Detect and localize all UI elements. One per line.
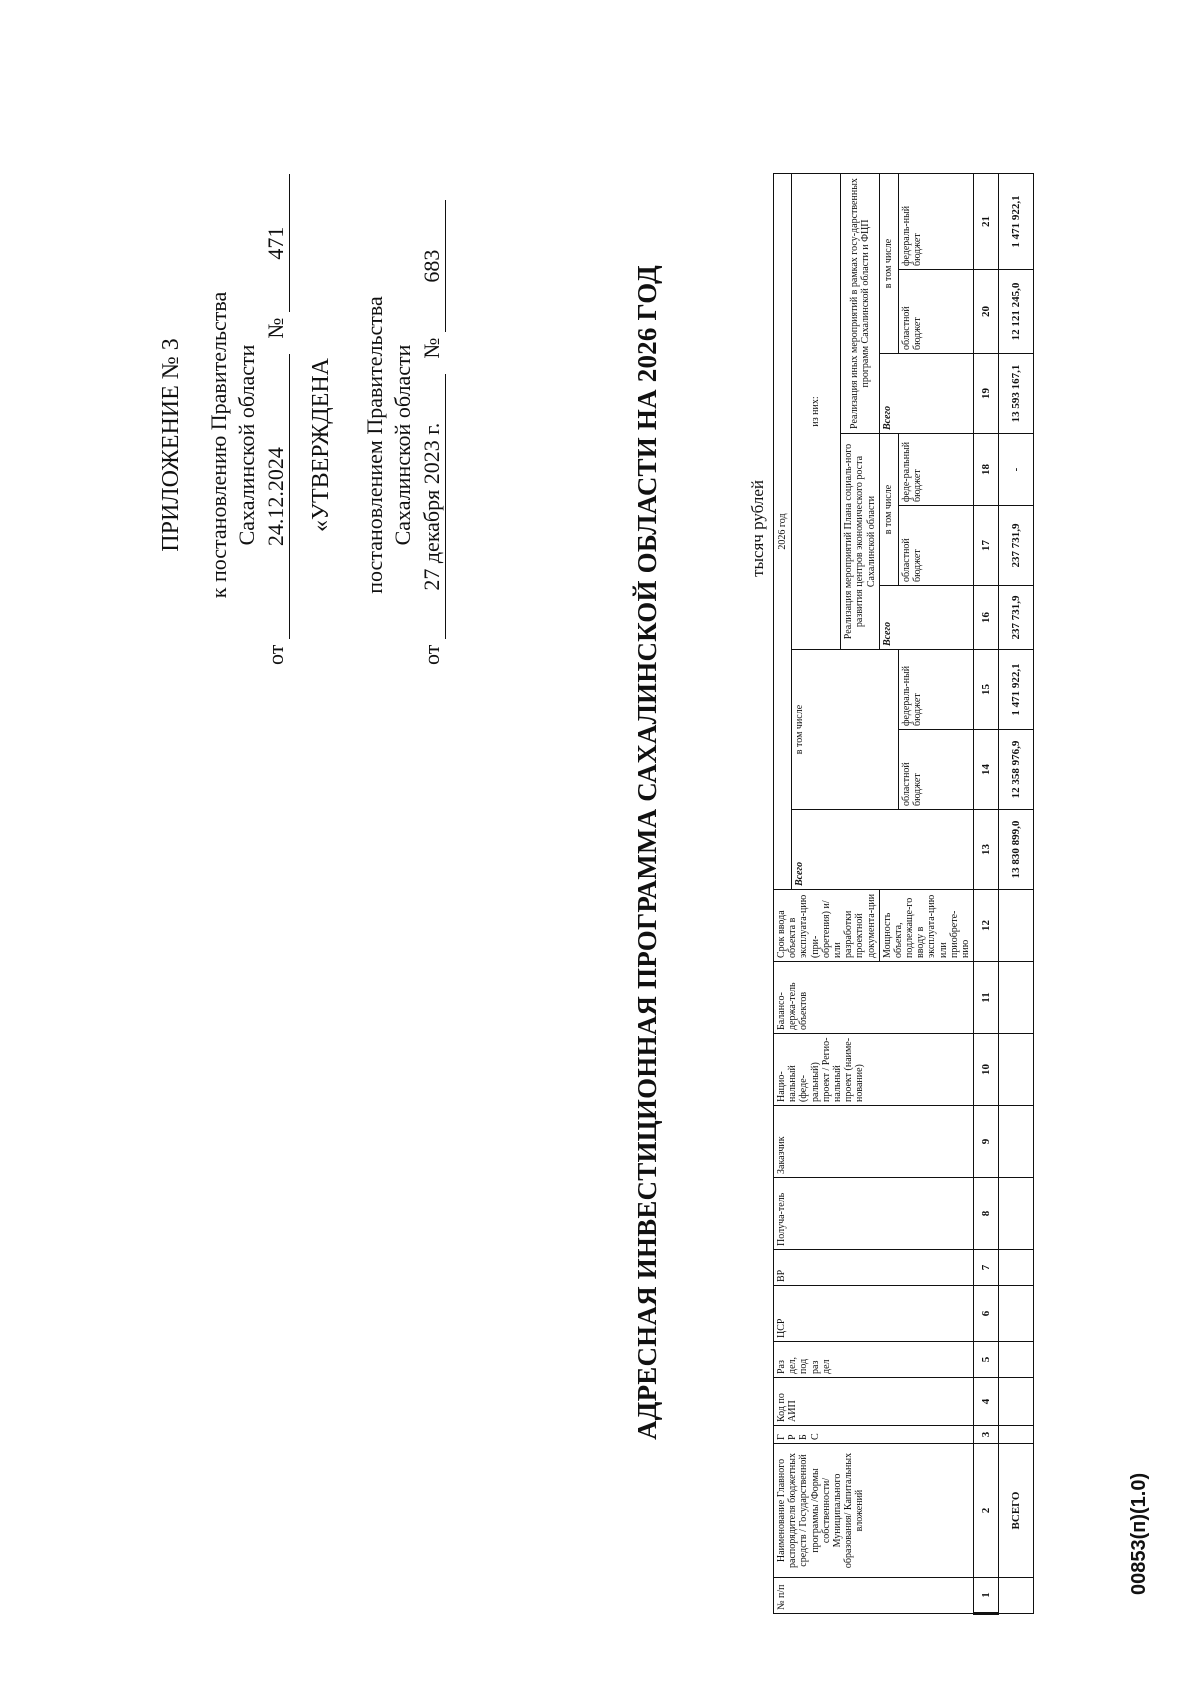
total-cell-empty [999, 1106, 1034, 1178]
header-plan-including: в том числе [879, 434, 899, 586]
total-cell-empty [999, 1286, 1034, 1342]
approved-line-1: постановлением Правительства [362, 296, 387, 594]
header-other: Реализация иных мероприятий в рамках госу-дарственных программ Сахалинской области и ФЦП [841, 174, 880, 434]
header-total: Всего [792, 810, 974, 890]
header-balance-holder: Балансо-держа-тель объектов [774, 962, 974, 1034]
total-c21: 1 471 922,1 [999, 174, 1034, 270]
total-c18: - [999, 434, 1034, 506]
header-regional-budget: областной бюджет [899, 730, 974, 810]
units-label: тысяч рублей [748, 480, 767, 577]
header-term: Срок ввода объекта в эксплуата-цию (при-обретения) и/или разработки проектной документа-ции [774, 890, 880, 962]
total-cell-empty [999, 1034, 1034, 1106]
total-cell-empty [999, 1426, 1034, 1444]
total-row [999, 174, 1034, 1614]
total-cell-empty [999, 890, 1034, 962]
total-c16: 237 731,9 [999, 586, 1034, 650]
col-num: 2 [974, 1444, 999, 1578]
col-num: 17 [974, 506, 999, 586]
header-other-federal: федераль-ный бюджет [899, 174, 974, 270]
total-c15: 1 471 922,1 [999, 650, 1034, 730]
header-other-including: в том числе [879, 174, 899, 354]
resolution-line-1: к постановлению Правительства [206, 291, 231, 599]
investment-program-table [773, 173, 1034, 1615]
header-plan-regional: областной бюджет [899, 506, 974, 586]
resolution-line-2: Сахалинской области [234, 344, 259, 546]
header-national-project: Нацио-нальный (феде-ральный) проект / Регио-нальный проект (наиме-нование) [774, 1034, 974, 1106]
header-of-them: из них: [792, 174, 841, 650]
header-plan: Реализация мероприятий Плана социаль-ного развития центров экономического роста Сахалинской области [841, 434, 880, 650]
col-num: 15 [974, 650, 999, 730]
col-num: 10 [974, 1034, 999, 1106]
col-num: 16 [974, 586, 999, 650]
total-cell-empty [999, 962, 1034, 1034]
col-num: 4 [974, 1378, 999, 1426]
col-num: 18 [974, 434, 999, 506]
header-federal-budget: федераль-ный бюджет [899, 650, 974, 730]
from-label: от [263, 644, 288, 665]
header-name: Наименование Главного распорядителя бюджетных средств / Государственной программы /Формы собственности/ Муниципального образования/ Капитальных вложений [774, 1444, 974, 1578]
col-num: 3 [974, 1426, 999, 1444]
approved-label: «УТВЕРЖДЕНА [308, 357, 334, 533]
total-cell-empty [999, 1250, 1034, 1286]
column-number-row [974, 174, 999, 1614]
total-c20: 12 121 245,0 [999, 270, 1034, 354]
header-plan-federal: феде-ральный бюджет [899, 434, 974, 506]
header-no: № п/п [774, 1578, 974, 1614]
col-num: 11 [974, 962, 999, 1034]
header-including: в том числе [792, 650, 899, 810]
col-num: 14 [974, 730, 999, 810]
col-num: 13 [974, 810, 999, 890]
header-aip-code: Код по АИП [774, 1378, 974, 1426]
header-plan-total: Всего [879, 586, 974, 650]
header-year: 2026 год [774, 174, 792, 890]
approved-date: 27 декабря 2023 г. [419, 374, 446, 639]
header-csr: ЦСР [774, 1286, 974, 1342]
total-cell-empty [999, 1578, 1034, 1614]
total-cell-empty [999, 1378, 1034, 1426]
total-c17: 237 731,9 [999, 506, 1034, 586]
col-num: 7 [974, 1250, 999, 1286]
resolution-number: 471 [263, 174, 290, 312]
col-num: 21 [974, 174, 999, 270]
appendix-label: ПРИЛОЖЕНИЕ № 3 [158, 338, 184, 552]
approved-date-line [419, 200, 446, 665]
col-num: 8 [974, 1178, 999, 1250]
total-c14: 12 358 976,9 [999, 730, 1034, 810]
total-cell-empty [999, 1342, 1034, 1378]
col-num: 5 [974, 1342, 999, 1378]
total-c13: 13 830 899,0 [999, 810, 1034, 890]
total-label: ВСЕГО [999, 1444, 1034, 1578]
total-cell-empty [999, 1178, 1034, 1250]
document-code: 00853(п)(1.0) [1128, 1472, 1150, 1595]
col-num: 9 [974, 1106, 999, 1178]
header-capacity: Мощность объекта, подлежаще-го вводу в эксплуата-цию или приобрете-нию [879, 890, 974, 962]
number-sign: № [419, 337, 444, 359]
total-c19: 13 593 167,1 [999, 354, 1034, 434]
approved-line-2: Сахалинской области [390, 344, 415, 546]
col-num: 19 [974, 354, 999, 434]
header-customer: Заказчик [774, 1106, 974, 1178]
resolution-date: 24.12.2024 [263, 354, 290, 639]
header-razdel: Раз дел, под раз дел [774, 1342, 974, 1378]
number-sign: № [263, 317, 288, 339]
header-other-total: Всего [879, 354, 974, 434]
col-num: 12 [974, 890, 999, 962]
from-label: от [419, 644, 444, 665]
header-vr: ВР [774, 1250, 974, 1286]
resolution-date-line [263, 174, 290, 665]
approved-number: 683 [419, 200, 446, 332]
col-num: 20 [974, 270, 999, 354]
col-num: 6 [974, 1286, 999, 1342]
header-grbs: Г Р Б С [774, 1426, 974, 1444]
header-recipient: Получа-тель [774, 1178, 974, 1250]
document-title: АДРЕСНАЯ ИНВЕСТИЦИОННАЯ ПРОГРАММА САХАЛИНСКОЙ ОБЛАСТИ НА 2026 ГОД [632, 265, 662, 1440]
col-num: 1 [974, 1578, 999, 1614]
header-other-regional: областной бюджет [899, 270, 974, 354]
